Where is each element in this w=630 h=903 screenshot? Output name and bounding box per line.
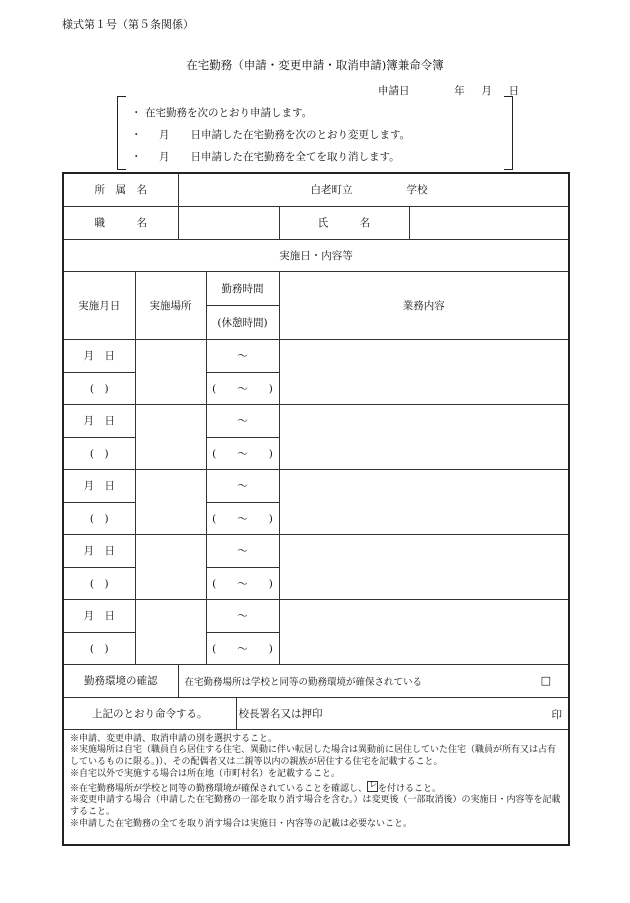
note-text: ※在宅勤務場所が学校と同等の勤務環境が確保されていることを確認し、 [70,783,368,794]
place-field[interactable] [135,534,206,599]
col-header-content: 業務内容 [279,271,569,339]
name-field[interactable] [409,206,569,239]
col-header-break: (休憩時間) [206,305,279,339]
option-cancel-text: 月 日申請した在宅勤務を全てを取り消します。 [159,151,400,163]
content-field[interactable] [279,534,569,599]
right-bracket [504,96,513,170]
place-field[interactable] [135,469,206,534]
affiliation-field[interactable] [178,173,569,206]
school-suffix: 学校 [406,184,428,197]
remote-work-form-table [62,172,570,846]
name-label: 氏 名 [279,206,409,239]
apply-day-label[interactable]: 日 [508,85,520,97]
application-type-selector [117,96,513,170]
col-header-time: 勤務時間 [206,271,279,305]
break-time-field[interactable]: ( ～ ) [206,632,279,664]
option-apply-text: 在宅勤務を次のとおり申請します。 [145,107,313,119]
seal-mark: 印 [551,708,562,721]
principal-label: 校長署名又は押印 [238,707,323,720]
work-time-field[interactable]: ～ [206,339,279,372]
content-field[interactable] [279,599,569,664]
form-number: 様式第１号（第５条関係） [62,18,194,31]
content-field[interactable] [279,404,569,469]
position-label: 職 名 [63,206,178,239]
date-month-day[interactable]: 月 日 [63,599,135,632]
note-item [70,781,562,796]
work-time-field[interactable]: ～ [206,469,279,502]
affiliation-prefix: 白老町立 [310,184,353,197]
env-check-row [178,664,569,697]
position-field[interactable] [178,206,279,239]
date-day-of-week[interactable]: ( ) [63,372,135,404]
place-field[interactable] [135,599,206,664]
option-change-text: 月 日申請した在宅勤務を次のとおり変更します。 [159,129,411,141]
apply-date-label: 申請日 [378,85,410,97]
section-title: 実施日・内容等 [63,239,569,271]
break-time-field[interactable]: ( ～ ) [206,502,279,534]
page-title: 在宅勤務（申請・変更申請・取消申請)簿兼命令簿 [186,58,444,72]
date-day-of-week[interactable]: ( ) [63,502,135,534]
env-check-text: 在宅勤務場所は学校と同等の勤務環境が確保されている [184,676,423,688]
break-time-field[interactable]: ( ～ ) [206,437,279,469]
apply-year-label[interactable]: 年 [454,85,465,97]
affiliation-label: 所 属 名 [63,173,178,206]
work-time-field[interactable]: ～ [206,534,279,567]
break-time-field[interactable]: ( ～ ) [206,567,279,599]
check-box-sample [367,781,378,792]
date-day-of-week[interactable]: ( ) [63,437,135,469]
col-header-place: 実施場所 [135,271,206,339]
date-month-day[interactable]: 月 日 [63,404,135,437]
date-day-of-week[interactable]: ( ) [63,567,135,599]
env-checkbox[interactable]: □ [540,673,551,687]
work-time-field[interactable]: ～ [206,599,279,632]
note-text: を付けること。 [378,783,442,794]
option-bullet: ・ [131,151,142,163]
break-time-field[interactable]: ( ～ ) [206,372,279,404]
content-field[interactable] [279,339,569,404]
content-field[interactable] [279,469,569,534]
place-field[interactable] [135,339,206,404]
env-check-label: 勤務環境の確認 [63,664,178,697]
date-month-day[interactable]: 月 日 [63,339,135,372]
left-bracket [117,96,126,170]
note-item: ※実施場所は自宅（職員自ら居住する住宅、異動に伴い転居した場合は異動前に居住していた住宅（職員が所有又は占有しているものに限る。)）、その配偶者又は二親等以内の親族が居住する住宅を記載すること。 [70,745,557,768]
date-month-day[interactable]: 月 日 [63,469,135,502]
date-day-of-week[interactable]: ( ) [63,632,135,664]
place-field[interactable] [135,404,206,469]
option-bullet: ・ [131,129,142,141]
date-month-day[interactable]: 月 日 [63,534,135,567]
apply-month-label[interactable]: 月 [481,85,492,97]
note-item: ※申請した在宅勤務の全てを取り消す場合は実施日・内容等の記載は必要ないこと。 [70,819,413,830]
notes-section [63,729,569,845]
order-statement: 上記のとおり命令する。 [63,697,236,729]
option-bullet: ・ [131,107,142,119]
principal-signature-field[interactable] [236,697,569,729]
option-cancel[interactable] [131,149,400,164]
work-time-field[interactable]: ～ [206,404,279,437]
note-item: ※変更申請する場合（申請した在宅勤務の一部を取り消す場合を含む。）は変更後（一部取消後）の実施日・内容等を記載すること。 [70,795,561,818]
option-apply[interactable] [131,105,312,120]
check-mark-glyph: レ [369,779,378,789]
note-item: ※申請、変更申請、取消申請の別を選択すること。 [70,733,278,744]
option-change[interactable] [131,127,410,142]
note-item: ※自宅以外で実施する場合は所在地（市町村名）を記載すること。 [70,768,341,779]
col-header-date: 実施月日 [63,271,135,339]
